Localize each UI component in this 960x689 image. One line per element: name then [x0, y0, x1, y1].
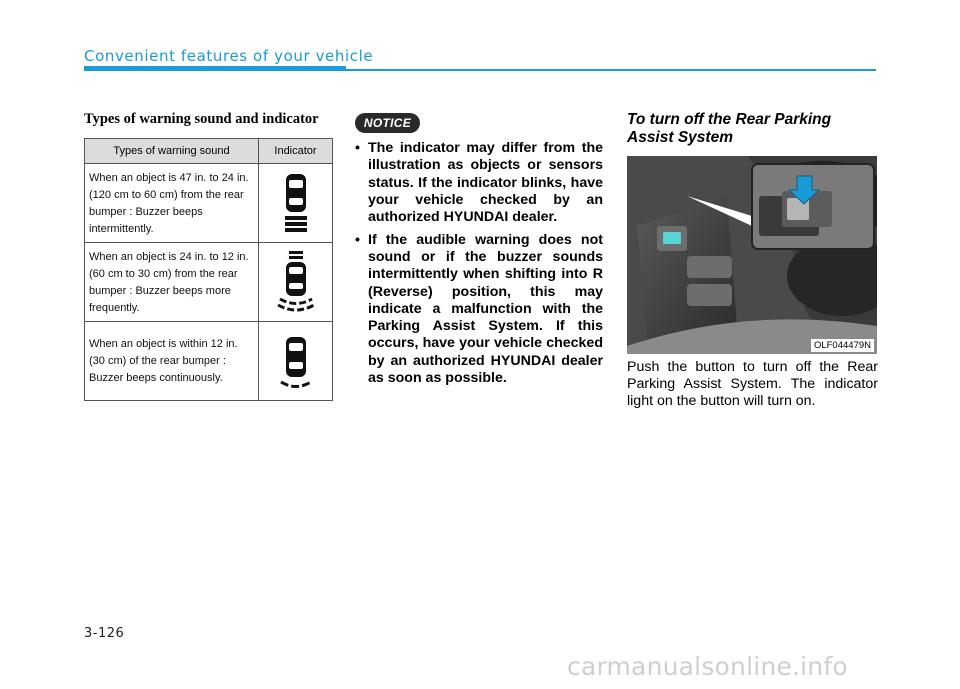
table-cell-description: When an object is within 12 in. (30 cm) of the rear bumper : Buzzer beeps continuously.: [85, 322, 259, 401]
header-rule: [346, 69, 876, 71]
table-cell-indicator: [259, 243, 333, 322]
table-cell-description: When an object is 24 in. to 12 in. (60 cm to 30 cm) from the rear bumper : Buzzer beeps more frequently.: [85, 243, 259, 322]
notice-text: The indicator may differ from the illustration as objects or sensors status. If the indicator blinks, have your vehicle checked by an authorized HYUNDAI dealer.: [368, 140, 603, 226]
notice-badge: NOTICE: [355, 113, 420, 133]
table-row: [85, 164, 333, 243]
turn-off-body: Push the button to turn off the Rear Parking Assist System. The indicator light on the button will turn on.: [627, 359, 878, 410]
table-cell-indicator: [259, 164, 333, 243]
car-rear-sensor-mid-icon: [260, 250, 331, 314]
header-accent-bar: [84, 66, 346, 71]
bullet-icon: •: [355, 140, 360, 156]
watermark: carmanualsonline.info: [567, 652, 848, 681]
bullet-icon: •: [355, 231, 360, 248]
table-header-row: [85, 139, 333, 164]
image-code: OLF044479N: [811, 339, 874, 352]
table-row: [85, 243, 333, 322]
notice-text: If the audible warning does not sound or if the buzzer sounds intermittently when shifting into R (Reverse) position, this may indicate a malfunction with the Parking Assist System. If this occurs, have your vehicle checked by an authorized HYUNDAI dealer as soon as possible.: [368, 231, 603, 387]
car-rear-sensor-far-icon: [260, 171, 331, 235]
column-header-indicator: Indicator: [259, 139, 333, 164]
turn-off-heading: To turn off the Rear Parking Assist System: [627, 111, 832, 147]
section-title: Convenient features of your vehicle: [84, 47, 374, 65]
table-cell-description: When an object is 47 in. to 24 in. (120 cm to 60 cm) from the rear bumper : Buzzer beeps intermittently.: [85, 164, 259, 243]
warning-sound-heading: Types of warning sound and indicator: [84, 111, 319, 127]
table-cell-indicator: [259, 322, 333, 401]
warning-sound-table: [84, 138, 333, 401]
list-item: [355, 140, 603, 227]
column-header-warning-sound: Types of warning sound: [85, 139, 259, 164]
notice-list: [355, 140, 603, 392]
console-button-photo: [627, 156, 877, 354]
table-row: [85, 322, 333, 401]
page-number: 3-126: [84, 626, 125, 641]
car-rear-sensor-near-icon: [260, 329, 331, 393]
list-item: [355, 232, 603, 388]
